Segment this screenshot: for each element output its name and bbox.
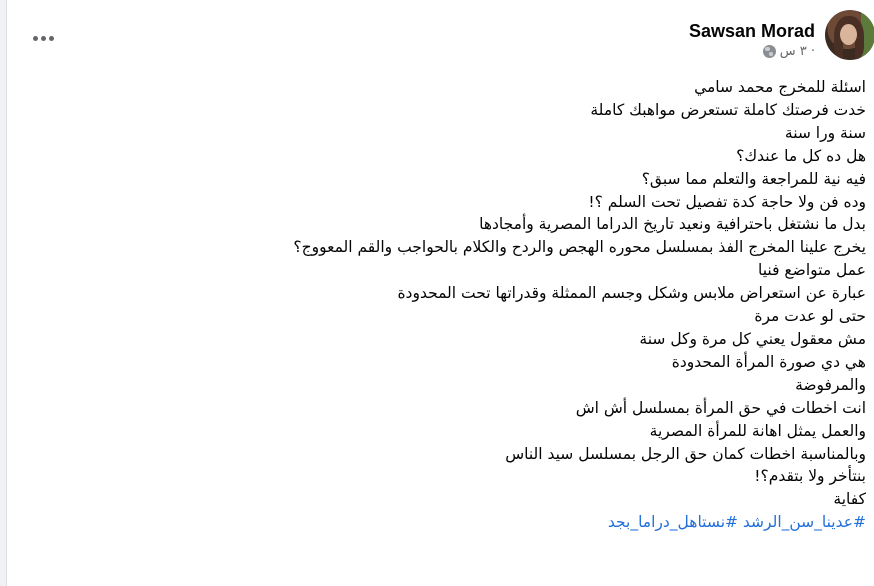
- post-line: هي دي صورة المرأة المحدودة: [671, 352, 866, 371]
- post-card: [6, 0, 874, 586]
- post-meta: [689, 20, 815, 59]
- post-line: بنتأخر ولا بتقدم؟!: [754, 467, 866, 486]
- more-options-icon: [33, 36, 38, 41]
- post-line: مش معقول يعني كل مرة وكل سنة: [639, 329, 866, 348]
- post-line: وده فن ولا حاجة كدة تفصيل تحت السلم ؟!: [588, 192, 866, 211]
- more-options-button[interactable]: [27, 22, 59, 54]
- post-subline: [763, 44, 815, 59]
- hashtag-links[interactable]: #عدينا_سن_الرشد #نستاهل_دراما_بجد: [607, 513, 866, 532]
- post-line: حتى لو عدت مرة: [754, 307, 866, 326]
- avatar[interactable]: [825, 10, 874, 60]
- author-name[interactable]: Sawsan Morad: [688, 21, 815, 41]
- post-line: والمرفوضة: [795, 375, 866, 394]
- post-timestamp[interactable]: ٣ س ·: [779, 44, 815, 59]
- post-line: فيه نية للمراجعة والتعلم مما سبق؟: [641, 169, 866, 188]
- post-line: كفاية: [833, 490, 866, 509]
- post-line: يخرج علينا المخرج الفذ بمسلسل محوره الهجص والردح والكلام بالحواجب والقم المعووج؟: [293, 238, 866, 257]
- post-line: سنة ورا سنة: [784, 123, 866, 142]
- post-line: هل ده كل ما عندك؟: [736, 146, 866, 165]
- post-line: انت اخطات في حق المرأة بمسلسل أش اش: [575, 398, 866, 417]
- post-line: عبارة عن استعراض ملابس وشكل وجسم الممثلة وقدراتها تحت المحدودة: [397, 284, 866, 303]
- post-line: اسئلة للمخرج محمد سامي: [694, 78, 866, 96]
- post-line: بدل ما نشتغل باحترافية ونعيد تاريخ الدراما المصرية وأمجادها: [479, 215, 866, 234]
- globe-icon[interactable]: [763, 45, 776, 58]
- post-line: وبالمناسبة اخطات كمان حق الرجل بمسلسل سيد الناس: [505, 444, 866, 463]
- post-text: [16, 76, 866, 534]
- post-line: عمل متواضع فنيا: [758, 261, 866, 280]
- post-line: خدت فرصتك كاملة تستعرض مواهبك كاملة: [590, 100, 866, 119]
- post-header: [689, 10, 874, 70]
- post-line: والعمل يمثل اهانة للمرأة المصرية: [649, 421, 866, 440]
